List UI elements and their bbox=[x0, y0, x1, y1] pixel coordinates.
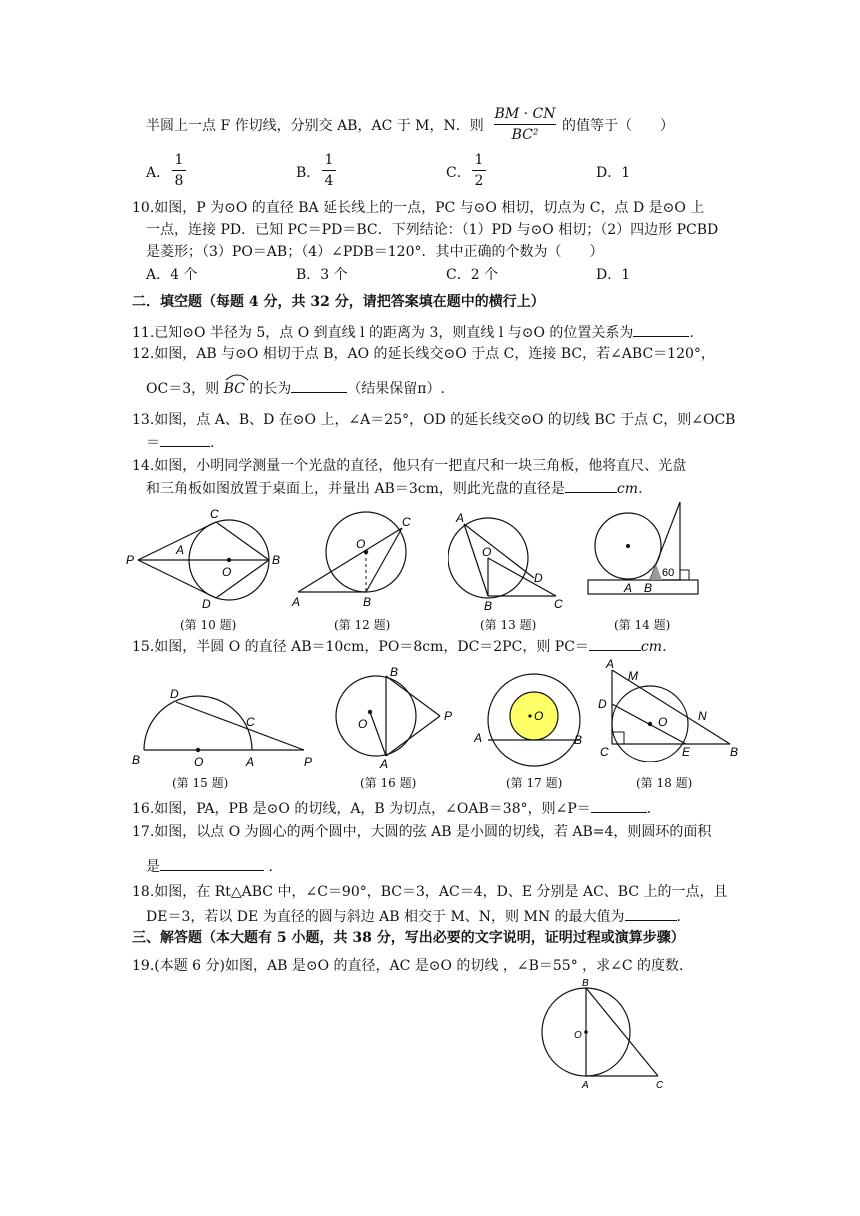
fig18-label-b: B bbox=[730, 745, 739, 759]
fig16-label-o: O bbox=[358, 717, 368, 731]
fig14-label-60: 60 bbox=[662, 567, 675, 579]
figure-16 bbox=[330, 662, 460, 770]
q17-line1: 17.如图，以点 O 为圆心的两个圆中，大圆的弦 AB 是小圆的切线，若 AB=4，则圆环的面积 bbox=[132, 824, 712, 840]
q14-blank bbox=[565, 478, 617, 493]
fig17-label-o: O bbox=[534, 709, 544, 723]
fig16-label-p: P bbox=[444, 709, 453, 723]
fig12-label-a: A bbox=[292, 595, 301, 609]
q10-option-b: B．3 个 bbox=[296, 267, 348, 283]
q9-text: 半圆上一点 F 作切线，分别交 AB，AC 于 M，N．则 bbox=[146, 118, 484, 134]
q9-option-d: D．1 bbox=[596, 165, 631, 181]
fig18-label-d: D bbox=[598, 697, 607, 711]
fig14-label-b: B bbox=[644, 581, 653, 595]
fig17-label-b: B bbox=[574, 733, 583, 747]
figure-17 bbox=[472, 670, 596, 770]
q9-tail: 的值等于（ ） bbox=[562, 118, 674, 134]
caption-18: (第 18 题) bbox=[636, 776, 693, 790]
q13-line1: 13.如图，点 A、B、D 在⊙O 上，∠A＝25°，OD 的延长线交⊙O 的切线 BC 于点 C，则∠OCB bbox=[132, 412, 736, 428]
q16-blank bbox=[591, 798, 647, 813]
fig14-label-a: A bbox=[624, 581, 633, 595]
fig10-label-a: A bbox=[176, 543, 185, 557]
fig12-label-c: C bbox=[402, 515, 411, 529]
caption-12: (第 12 题) bbox=[334, 618, 391, 632]
q9-option-b-frac: $\frac{1}{4}$ bbox=[322, 150, 336, 191]
section2-heading: 二．填空题（每题 4 分，共 32 分，请把答案填在题中的横行上） bbox=[132, 294, 545, 310]
q11-blank bbox=[633, 322, 689, 337]
q10-line3: 是菱形；（3）PO＝AB；（4）∠PDB＝120°．其中正确的个数为（ ） bbox=[146, 244, 604, 260]
q14-line2: 和三角板如图放置于桌面上，并量出 AB＝3cm，则此光盘的直径是 cm． bbox=[146, 478, 652, 499]
q9-fraction bbox=[494, 104, 556, 145]
fig13-label-o: O bbox=[482, 545, 492, 559]
fig13-label-c: C bbox=[554, 597, 563, 611]
fig17-label-a: A bbox=[474, 731, 483, 745]
fig10-label-d: D bbox=[202, 597, 211, 611]
fig10-label-c: C bbox=[210, 507, 219, 521]
caption-10: (第 10 题) bbox=[180, 618, 237, 632]
fig13-label-d: D bbox=[534, 571, 543, 585]
figure-12 bbox=[290, 506, 420, 610]
arc-symbol-icon bbox=[224, 373, 250, 381]
q9-option-c-frac: $\frac{1}{2}$ bbox=[472, 150, 486, 191]
fig12-label-o: O bbox=[356, 537, 366, 551]
caption-13: (第 13 题) bbox=[480, 618, 537, 632]
q12-blank bbox=[291, 378, 347, 393]
fig18-label-n: N bbox=[698, 709, 707, 723]
q12-line1: 12.如图，AB 与⊙O 相切于点 B，AO 的延长线交⊙O 于点 C，连接 BC，若∠ABC＝120°， bbox=[132, 346, 715, 362]
q10-line1: 10.如图，P 为⊙O 的直径 BA 延长线上的一点，PC 与⊙O 相切，切点为 C，点 D 是⊙O 上 bbox=[132, 200, 705, 216]
q12-line2: OC＝3，则 BC 的长为 （结果保留π）. bbox=[146, 378, 445, 399]
q17-line2: 是 . bbox=[146, 856, 273, 877]
fig18-label-o: O bbox=[658, 715, 668, 729]
q18-line2: DE＝3，若以 DE 为直径的圆与斜边 AB 相交于 M、N，则 MN 的最大值为 . bbox=[146, 906, 681, 927]
q10-option-c: C．2 个 bbox=[446, 267, 499, 283]
fig10-label-b: B bbox=[272, 553, 281, 567]
fig15-label-b: B bbox=[132, 753, 141, 767]
figure-10 bbox=[124, 506, 294, 612]
fig15-label-c: C bbox=[246, 715, 255, 729]
fig13-label-a: A bbox=[456, 511, 465, 525]
q15: 15.如图，半圆 O 的直径 AB＝10cm，PO＝8cm，DC＝2PC，则 PC＝ cm． bbox=[132, 636, 676, 657]
q11: 11.已知⊙O 半径为 5，点 O 到直线 l 的距离为 3，则直线 l 与⊙O 的位置关系为 . bbox=[132, 322, 694, 343]
figure-15 bbox=[128, 684, 314, 770]
fig16-label-b: B bbox=[390, 665, 399, 679]
q12-arc-bc: BC bbox=[224, 379, 245, 399]
caption-17: (第 17 题) bbox=[506, 776, 563, 790]
fig16-label-a: A bbox=[380, 757, 389, 770]
fig19-label-o: O bbox=[574, 1030, 582, 1041]
fig18-label-c: C bbox=[600, 745, 609, 759]
q13-blank bbox=[160, 432, 210, 447]
fig18-label-m: M bbox=[628, 669, 638, 683]
q9-option-a: A． bbox=[146, 165, 171, 181]
fig12-label-b: B bbox=[363, 595, 372, 609]
fig15-label-d: D bbox=[170, 687, 179, 701]
q9-fraction-den: BC² bbox=[511, 127, 539, 143]
q13-line2: ＝ . bbox=[146, 432, 214, 453]
fig10-label-o: O bbox=[222, 565, 232, 579]
fig19-label-a: A bbox=[582, 1080, 589, 1091]
fig13-label-b: B bbox=[484, 599, 493, 612]
fig19-label-c: C bbox=[656, 1080, 664, 1091]
fig15-label-p: P bbox=[304, 755, 313, 769]
fig18-label-a: A bbox=[606, 658, 615, 671]
q18-blank bbox=[625, 906, 677, 921]
q9-option-b: B． bbox=[296, 165, 321, 181]
q19: 19.(本题 6 分)如图，AB 是⊙O 的直径，AC 是⊙O 的切线 ，∠B＝55° ，求∠C 的度数. bbox=[132, 958, 684, 974]
q16: 16.如图，PA，PB 是⊙O 的切线，A，B 为切点，∠OAB＝38°，则∠P＝ . bbox=[132, 798, 651, 819]
fig19-label-b: B bbox=[582, 978, 589, 989]
fig15-label-a: A bbox=[246, 755, 255, 769]
fig15-label-o: O bbox=[194, 755, 204, 769]
section3-heading: 三、解答题（本大题有 5 小题，共 38 分，写出必要的文字说明，证明过程或演算步骤） bbox=[132, 930, 685, 946]
caption-14: (第 14 题) bbox=[614, 618, 671, 632]
q10-option-d: D．1 bbox=[596, 267, 631, 283]
caption-15: (第 15 题) bbox=[172, 776, 229, 790]
q9-option-a-frac: $\frac{1}{8}$ bbox=[172, 150, 186, 191]
q14-line1: 14.如图，小明同学测量一个光盘的直径，他只有一把直尺和一块三角板，他将直尺、光盘 bbox=[132, 458, 687, 474]
figure-19 bbox=[540, 976, 680, 1096]
fig10-label-p: P bbox=[126, 553, 135, 567]
q10-option-a: A．4 个 bbox=[146, 267, 198, 283]
figure-18 bbox=[594, 658, 746, 762]
q9-option-c: C． bbox=[446, 165, 471, 181]
q15-blank bbox=[589, 636, 641, 651]
figure-14 bbox=[584, 498, 708, 602]
caption-16: (第 16 题) bbox=[360, 776, 417, 790]
fig18-label-e: E bbox=[682, 745, 691, 759]
q18-line1: 18.如图，在 Rt△ABC 中，∠C＝90°，BC＝3，AC＝4，D、E 分别是 AC、BC 上的一点，且 bbox=[132, 884, 728, 900]
q10-line2: 一点，连接 PD．已知 PC＝PD＝BC．下列结论：（1）PD 与⊙O 相切；（2）四边形 PCBD bbox=[146, 222, 719, 238]
q17-blank bbox=[160, 856, 264, 871]
figure-13 bbox=[448, 506, 572, 612]
q9-fraction-num: BM · CN bbox=[494, 104, 556, 125]
